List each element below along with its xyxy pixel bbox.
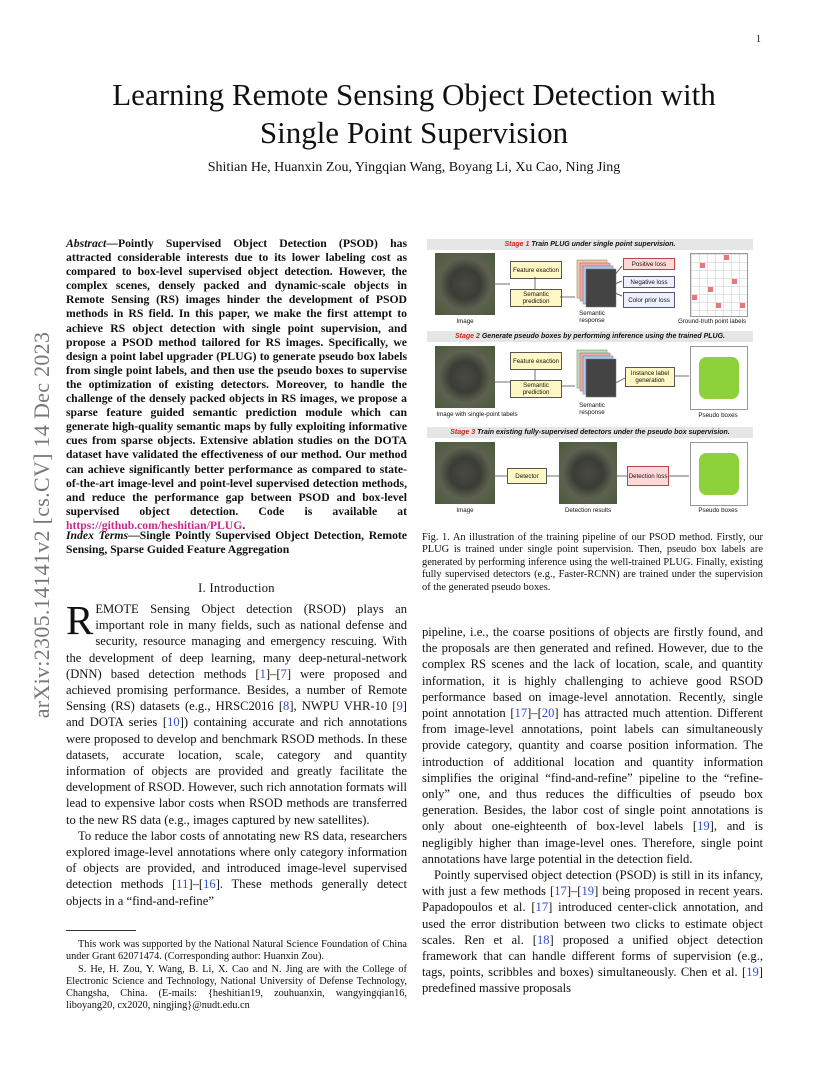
point-label xyxy=(716,303,721,308)
semantic-prediction-box: Semantic prediction xyxy=(510,380,562,398)
feature-exaction-box: Feature exaction xyxy=(510,261,562,279)
figure-1 xyxy=(427,236,753,516)
point-label-grid xyxy=(690,253,748,317)
text-run: ] has attracted much attention. Different from image-level annotations, point labels can simultaneously provide category, quantity and coarse position information. The introduction of additional location and quantity information simplifies the original “find-and-refine” pipeline to the “refine-only” one, and thus reduces the difficulties of pseudo box generation. Besides, the labor cost of single point annotations is only about one-eighteenth of box-level labels [ xyxy=(422,706,763,834)
citation-link[interactable]: 19 xyxy=(581,884,595,899)
intro-right-column xyxy=(422,624,763,997)
pseudo-boxes-map xyxy=(690,346,748,410)
citation-link[interactable]: 20 xyxy=(541,706,555,721)
text-run: pipeline, i.e., the coarse positions of objects are firstly found, and the proposals are then generated and refined. However, due to the complex RS scenes and the lack of location, scale, and quantity information, it is highly challenging to achieve good RSOD performance based on image-level annotation. Recently, single point annotation [ xyxy=(422,625,763,721)
semantic-response-label: Semantic response xyxy=(579,402,605,416)
text-run: ] being proposed in recent years. Papadopoulos et al. [ xyxy=(422,884,763,915)
citation-link[interactable]: 19 xyxy=(746,965,759,980)
gt-point-labels-label: Ground-truth point labels xyxy=(677,318,747,325)
citation-link[interactable]: 17 xyxy=(514,706,528,721)
stage-3-label: Stage 3 xyxy=(450,429,476,436)
detection-loss-box: Detection loss xyxy=(627,466,669,486)
text-run: ] were proposed and achieved promising performance. Besides, a number of Remote Sensing (RS) datasets (e.g., HRSC2016 [ xyxy=(66,666,407,714)
semantic-response-label: Semantic response xyxy=(579,310,605,324)
detection-results-image xyxy=(559,442,617,504)
citation-link[interactable]: 10 xyxy=(167,715,180,730)
pseudo-boxes-label: Pseudo boxes xyxy=(698,507,738,514)
citation-link[interactable]: 17 xyxy=(535,900,549,915)
text-run: ] proposed a unified object detection framework that can handle different forms of supervision (e.g., tags, points, scribbles and boxes) simultaneously. Chen et al. [ xyxy=(422,932,763,980)
citation-link[interactable]: 8 xyxy=(283,699,290,714)
citation-link[interactable]: 7 xyxy=(280,666,287,681)
footnote-funding: This work was supported by the National Natural Science Foundation of China under Grant 62071474. (Corresponding author: Huanxin Zou). xyxy=(66,939,407,963)
stage-3-bar xyxy=(427,427,753,438)
instance-label-generation-box: Instance label generation xyxy=(625,367,675,387)
image-label: Image xyxy=(456,318,474,325)
text-run: ]–[ xyxy=(188,877,204,892)
abstract-end: . xyxy=(242,518,246,532)
aerial-image xyxy=(435,442,495,504)
intro-paragraph-2 xyxy=(66,828,407,909)
citation-link[interactable]: 1 xyxy=(259,666,266,681)
text-run: ]. These methods generally detect objects in a “find-and-refine” xyxy=(66,877,408,908)
text-run: ]) containing accurate and rich annotations were proposed to develop and benchmark RSOD methods. In these datasets, accurate location, scale, category and quantity information of objects are provided and greatly facilitate the development of RSOD. However, such rich annotation formats will lead to expensive labor costs when RSOD methods are transferred to the new RS data (e.g., images captured by new satellites). xyxy=(66,715,407,827)
point-label xyxy=(700,263,705,268)
negative-loss-box: Negative loss xyxy=(623,276,675,288)
text-run: ]–[ xyxy=(265,666,281,681)
citation-link[interactable]: 17 xyxy=(554,884,567,899)
text-run: To reduce the labor costs of annotating new RS data, researchers explored image-level annotations where only category information of objects are provided, and introduced image-level supervised detection methods [ xyxy=(66,828,407,892)
stage-2-text: Generate pseudo boxes by performing inference using the trained PLUG. xyxy=(479,333,725,340)
index-terms-label: Index Terms xyxy=(66,529,129,542)
pseudo-box-region xyxy=(699,357,739,399)
index-terms xyxy=(66,529,407,557)
abstract-label: Abstract xyxy=(66,237,107,250)
response-map xyxy=(586,269,616,307)
intro-paragraph-1 xyxy=(66,597,407,828)
citation-link[interactable]: 11 xyxy=(176,877,189,892)
footnote-affiliation: S. He, H. Zou, Y. Wang, B. Li, X. Cao and N. Jing are with the College of Electronic Science and Technology, National University of Defense Technology, Changsha, China. (E-mails: {heshitian19, zouhuanxin, wangyingqian16, liboyang20, cx2020, ningjing}@nudt.edu.cn xyxy=(66,963,407,1012)
citation-link[interactable]: 9 xyxy=(396,699,403,714)
stage-1-label: Stage 1 xyxy=(504,241,530,248)
text-run: ] and DOTA series [ xyxy=(66,699,407,730)
authors: Shitian He, Huanxin Zou, Yingqian Wang, Boyang Li, Xu Cao, Ning Jing xyxy=(207,160,621,175)
point-label xyxy=(692,295,697,300)
code-link[interactable]: https://github.com/heshitian/PLUG xyxy=(66,518,243,532)
text-run: ] introduced center-click annotation, and used the error distribution between two clicks to estimate object scales. Ren et al. [ xyxy=(422,900,763,947)
image-label: Image xyxy=(456,507,474,514)
feature-exaction-box: Feature exaction xyxy=(510,352,562,370)
response-map xyxy=(586,359,616,397)
text-run: ]–[ xyxy=(527,706,542,721)
point-label xyxy=(732,279,737,284)
abstract xyxy=(66,237,407,533)
detection-results-label: Detection results xyxy=(564,507,612,514)
point-label xyxy=(708,287,713,292)
stage-3-text: Train existing fully-supervised detectors under the pseudo box supervision. xyxy=(475,429,730,436)
figure-caption: Fig. 1. An illustration of the training pipeline of our PSOD method. Firstly, our PLUG is trained under single point supervision. Then, pseudo box labels are generated by performing inference using the well-trained PLUG. Finally, existing fully supervised detectors (e.g., Faster-RCNN) are trained under the supervision of the generated pseudo boxes. xyxy=(422,532,763,593)
text-run: EMOTE Sensing Object detection (RSOD) plays an important role in many fields, such as national defense and security, resource managing and emergency rescuing. With the development of deep learning, many deep-netural-network (DNN) based detection methods [ xyxy=(66,602,407,681)
pseudo-boxes-label: Pseudo boxes xyxy=(698,412,738,419)
arxiv-stamp: arXiv:2305.14141v2 [cs.CV] 14 Dec 2023 xyxy=(29,331,54,719)
positive-loss-box: Positive loss xyxy=(623,258,675,270)
drop-cap: R xyxy=(66,597,94,643)
text-run: ], NWPU VHR-10 [ xyxy=(289,699,397,714)
pseudo-boxes-map xyxy=(690,442,748,506)
citation-link[interactable]: 18 xyxy=(536,932,550,947)
text-run: ] predefined massive proposals xyxy=(422,965,763,996)
page-number: 1 xyxy=(756,34,761,45)
footnotes xyxy=(66,939,407,1013)
text-run: Pointly supervised object detection (PSOD) is still in its infancy, with just a few methods [ xyxy=(422,868,763,899)
point-label xyxy=(724,255,729,260)
intro-left-column xyxy=(66,597,408,909)
stage-1-text: Train PLUG under single point supervision. xyxy=(529,241,676,248)
text-run: ]–[ xyxy=(566,884,582,899)
stage-2-label: Stage 2 xyxy=(455,333,480,340)
title-line-2: Single Point Supervision xyxy=(259,115,569,150)
intro-paragraph-4 xyxy=(422,867,763,997)
citation-link[interactable]: 19 xyxy=(697,819,710,834)
color-prior-loss-box: Color prior loss xyxy=(623,292,675,308)
footnote-rule xyxy=(66,930,136,931)
image-single-point-label: Image with single-point labels xyxy=(436,411,518,418)
point-label xyxy=(740,303,745,308)
detector-box: Detector xyxy=(507,468,547,484)
intro-paragraph-3 xyxy=(422,624,763,867)
index-terms-text: —Single Pointly Supervised Object Detection, Remote Sensing, Sparse Guided Feature Aggregation xyxy=(66,529,407,557)
citation-link[interactable]: 16 xyxy=(203,877,216,892)
stage-2-bar xyxy=(427,331,753,342)
semantic-prediction-box: Semantic prediction xyxy=(510,289,562,307)
paper-title xyxy=(60,76,768,152)
pseudo-box-region xyxy=(699,453,739,495)
aerial-image-points xyxy=(435,346,495,408)
section-heading: I. Introduction xyxy=(198,581,275,595)
title-line-1: Learning Remote Sensing Object Detection with xyxy=(112,77,716,112)
text-run: ], and is negligibly higher than image-level ones. Therefore, single point annotations have large potential in the detection field. xyxy=(422,819,763,866)
abstract-text: —Pointly Supervised Object Detection (PSOD) has attracted considerable interests due to its lower labeling cost as compared to box-level supervised object detection. However, the complex scenes, densely packed and dynamic-scale objects in Remote Sensing (RS) images hinder the development of PSOD methods in RS field. In this paper, we make the first attempt to achieve RS object detection with single point supervision, and propose a PSOD method tailored for RS images. Specifically, we design a point label upgrader (PLUG) to generate pseudo box labels from single point labels, and then use the pseudo boxes to supervise the optimization of existing detectors. Moreover, to handle the challenge of the densely packed objects in RS images, we propose a sparse feature guided semantic prediction module which can generate high-quality semantic maps by fully exploiting informative cues from sparse objects. Extensive ablation studies on the DOTA dataset have validated the effectiveness of our method. Our method can achieve significantly better performance as compared to state-of-the-art image-level and point-level supervised detection methods, and reduce the performance gap between PSOD and box-level supervised object detection. Code is available at xyxy=(66,237,407,518)
